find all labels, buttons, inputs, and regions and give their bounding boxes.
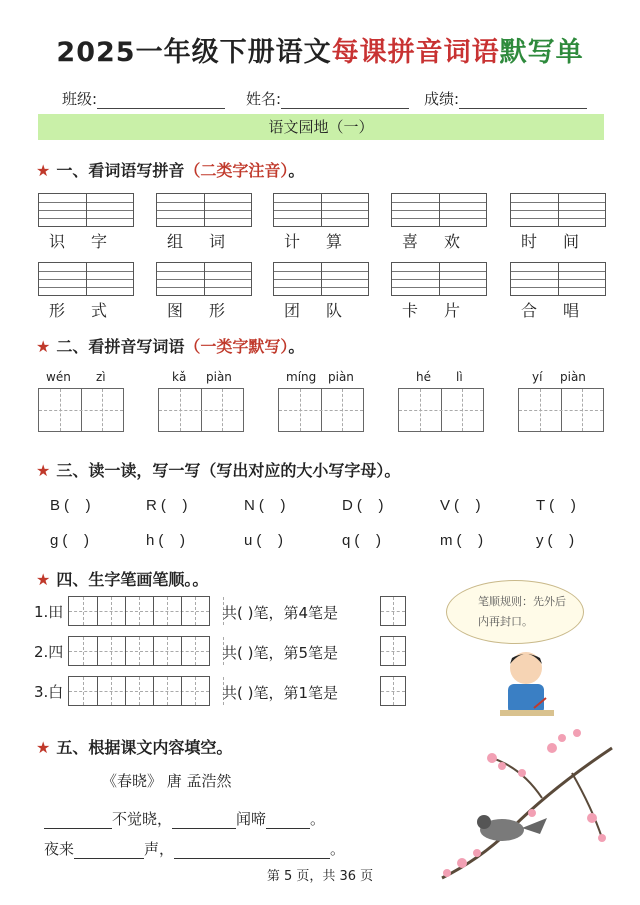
letter-item[interactable] [440, 497, 481, 514]
blank[interactable] [174, 843, 330, 859]
boy-writing-illustration [490, 646, 560, 726]
plum-blossom-illustration [402, 718, 622, 888]
letter-item[interactable] [50, 532, 89, 549]
letter-item[interactable] [146, 532, 185, 549]
letter: u [244, 532, 253, 549]
answer-paren: ( ) [256, 532, 284, 549]
pinyin-writing-box[interactable] [156, 262, 252, 296]
blank[interactable] [172, 813, 236, 829]
q5-heading: ★ 五、根据课文内容填空。 [36, 738, 233, 757]
blank[interactable] [74, 843, 144, 859]
title-part1: 2025一年级下册语文 [56, 37, 332, 68]
letter-item[interactable] [50, 497, 91, 514]
answer-paren: ( ) [549, 497, 576, 514]
word-label: 计算 [283, 232, 368, 251]
pinyin-writing-box[interactable] [38, 193, 134, 227]
answer-paren: ( ) [160, 497, 188, 514]
word-label: 形式 [48, 301, 133, 320]
blank[interactable] [266, 813, 310, 829]
answer-paren: ( ) [62, 532, 90, 549]
letter: y [536, 532, 544, 549]
pinyin-label: piàn [328, 370, 354, 384]
blank[interactable] [44, 813, 112, 829]
pinyin-label: wén [46, 370, 71, 384]
word-label: 卡片 [401, 301, 486, 320]
pinyin-writing-box[interactable] [391, 262, 487, 296]
character-label: 2.四 [34, 643, 64, 661]
q1-heading: ★ 一、看词语写拼音（二类字注音）。 [36, 161, 305, 180]
star-icon: ★ [36, 161, 51, 180]
stroke-question: 共( )笔，第1笔是 [222, 684, 339, 702]
poem-line-1: 不觉晓， 闻啼 。 [44, 808, 325, 829]
stroke-order-grid[interactable] [68, 636, 210, 666]
pinyin-label: lì [456, 370, 463, 384]
pinyin-writing-box[interactable] [510, 262, 606, 296]
character-writing-grid[interactable] [158, 388, 244, 432]
character-label: 1.田 [34, 603, 64, 621]
q2-heading: ★ 二、看拼音写词语（一类字默写）。 [36, 337, 305, 356]
answer-paren: ( ) [158, 532, 186, 549]
pinyin-label: hé [416, 370, 431, 384]
star-icon: ★ [36, 570, 51, 589]
answer-paren: ( ) [258, 497, 286, 514]
letter-item[interactable] [146, 497, 188, 514]
pinyin-writing-box[interactable] [156, 193, 252, 227]
word-label: 图形 [166, 301, 251, 320]
letter: R [146, 497, 157, 514]
bubble-text: 笔顺规则：先外后内再封口。 [478, 595, 566, 628]
section-title: 语文园地（一） [38, 114, 604, 140]
star-icon: ★ [36, 337, 51, 356]
letter: g [50, 532, 59, 549]
letter: T [536, 497, 546, 514]
title-part3: 默写单 [499, 37, 584, 68]
stroke-answer-box[interactable] [380, 636, 406, 666]
page-footer: 第 5 页，共 36 页 [266, 869, 374, 884]
poem-title: 《春晓》 唐 孟浩然 [102, 772, 232, 790]
character-writing-grid[interactable] [38, 388, 124, 432]
letter: V [440, 497, 451, 514]
star-icon: ★ [36, 738, 51, 757]
word-label: 组词 [166, 232, 251, 251]
pinyin-writing-box[interactable] [38, 262, 134, 296]
word-label: 喜欢 [401, 232, 486, 251]
star-icon: ★ [36, 461, 51, 480]
poem-line-2: 夜来 声， 。 [44, 840, 346, 858]
word-label: 合唱 [520, 301, 605, 320]
letter: D [342, 497, 353, 514]
stroke-question: 共( )笔，第4笔是 [222, 604, 339, 622]
letter-item[interactable] [244, 532, 283, 549]
answer-paren: ( ) [354, 532, 382, 549]
page-title [0, 30, 640, 69]
letter-item[interactable] [440, 532, 483, 549]
letter-item[interactable] [342, 497, 384, 514]
letter: q [342, 532, 351, 549]
word-label: 时间 [520, 232, 605, 251]
score-label: 成绩: [424, 90, 460, 108]
letter: m [440, 532, 453, 549]
character-writing-grid[interactable] [398, 388, 484, 432]
name-field[interactable] [246, 88, 409, 109]
answer-paren: ( ) [454, 497, 481, 514]
answer-paren: ( ) [547, 532, 575, 549]
letter: h [146, 532, 155, 549]
letter: N [244, 497, 255, 514]
pinyin-label: piàn [560, 370, 586, 384]
letter-item[interactable] [342, 532, 381, 549]
q4-heading: ★ 四、生字笔画笔顺。。 [36, 570, 209, 589]
class-label: 班级: [62, 90, 98, 108]
letter-item[interactable] [536, 497, 576, 514]
word-label: 团队 [283, 301, 368, 320]
score-field[interactable] [424, 88, 587, 109]
letter-item[interactable] [536, 532, 574, 549]
pinyin-writing-box[interactable] [273, 193, 369, 227]
q3-heading: ★ 三、读一读，写一写（写出对应的大小写字母）。 [36, 461, 401, 480]
pinyin-label: zì [96, 370, 106, 384]
pinyin-label: míng [286, 370, 317, 384]
class-field[interactable] [62, 88, 225, 109]
stroke-order-grid[interactable] [68, 596, 210, 626]
character-label: 3.白 [34, 683, 64, 701]
title-part2: 每课拼音词语 [331, 37, 500, 68]
answer-paren: ( ) [356, 497, 384, 514]
pinyin-label: kǎ [172, 370, 187, 384]
pinyin-writing-box[interactable] [510, 193, 606, 227]
pinyin-label: piàn [206, 370, 232, 384]
name-label: 姓名: [246, 90, 282, 108]
answer-paren: ( ) [64, 497, 91, 514]
pinyin-label: yí [532, 370, 543, 384]
letter-item[interactable] [244, 497, 286, 514]
stroke-answer-box[interactable] [380, 596, 406, 626]
character-writing-grid[interactable] [278, 388, 364, 432]
word-label: 识字 [48, 232, 133, 251]
stroke-question: 共( )笔，第5笔是 [222, 644, 339, 662]
character-writing-grid[interactable] [518, 388, 604, 432]
pinyin-writing-box[interactable] [273, 262, 369, 296]
stroke-answer-box[interactable] [380, 676, 406, 706]
stroke-order-grid[interactable] [68, 676, 210, 706]
answer-paren: ( ) [456, 532, 484, 549]
letter: B [50, 497, 61, 514]
pinyin-writing-box[interactable] [391, 193, 487, 227]
